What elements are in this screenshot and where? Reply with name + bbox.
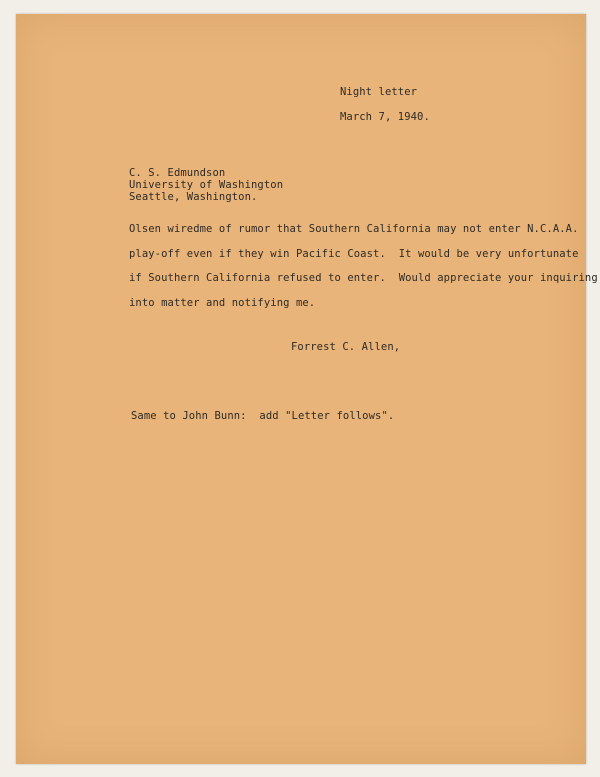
letter-type: Night letter (340, 86, 418, 98)
body-line: play-off even if they win Pacific Coast. It would be very unfortunate (129, 248, 579, 260)
addressee-city: Seattle, Washington. (129, 191, 258, 203)
addressee-name: C. S. Edmundson (129, 167, 226, 179)
letter-date: March 7, 1940. (340, 111, 430, 123)
body-line: Olsen wiredme of rumor that Southern California may not enter N.C.A.A. (129, 223, 579, 235)
addressee-organization: University of Washington (129, 179, 284, 191)
body-line: into matter and notifying me. (129, 297, 316, 309)
body-line: if Southern California refused to enter. Would appreciate your inquiring (129, 272, 598, 284)
postscript: Same to John Bunn: add "Letter follows". (131, 410, 395, 422)
letter-page (16, 14, 598, 764)
signature: Forrest C. Allen, (291, 341, 401, 353)
